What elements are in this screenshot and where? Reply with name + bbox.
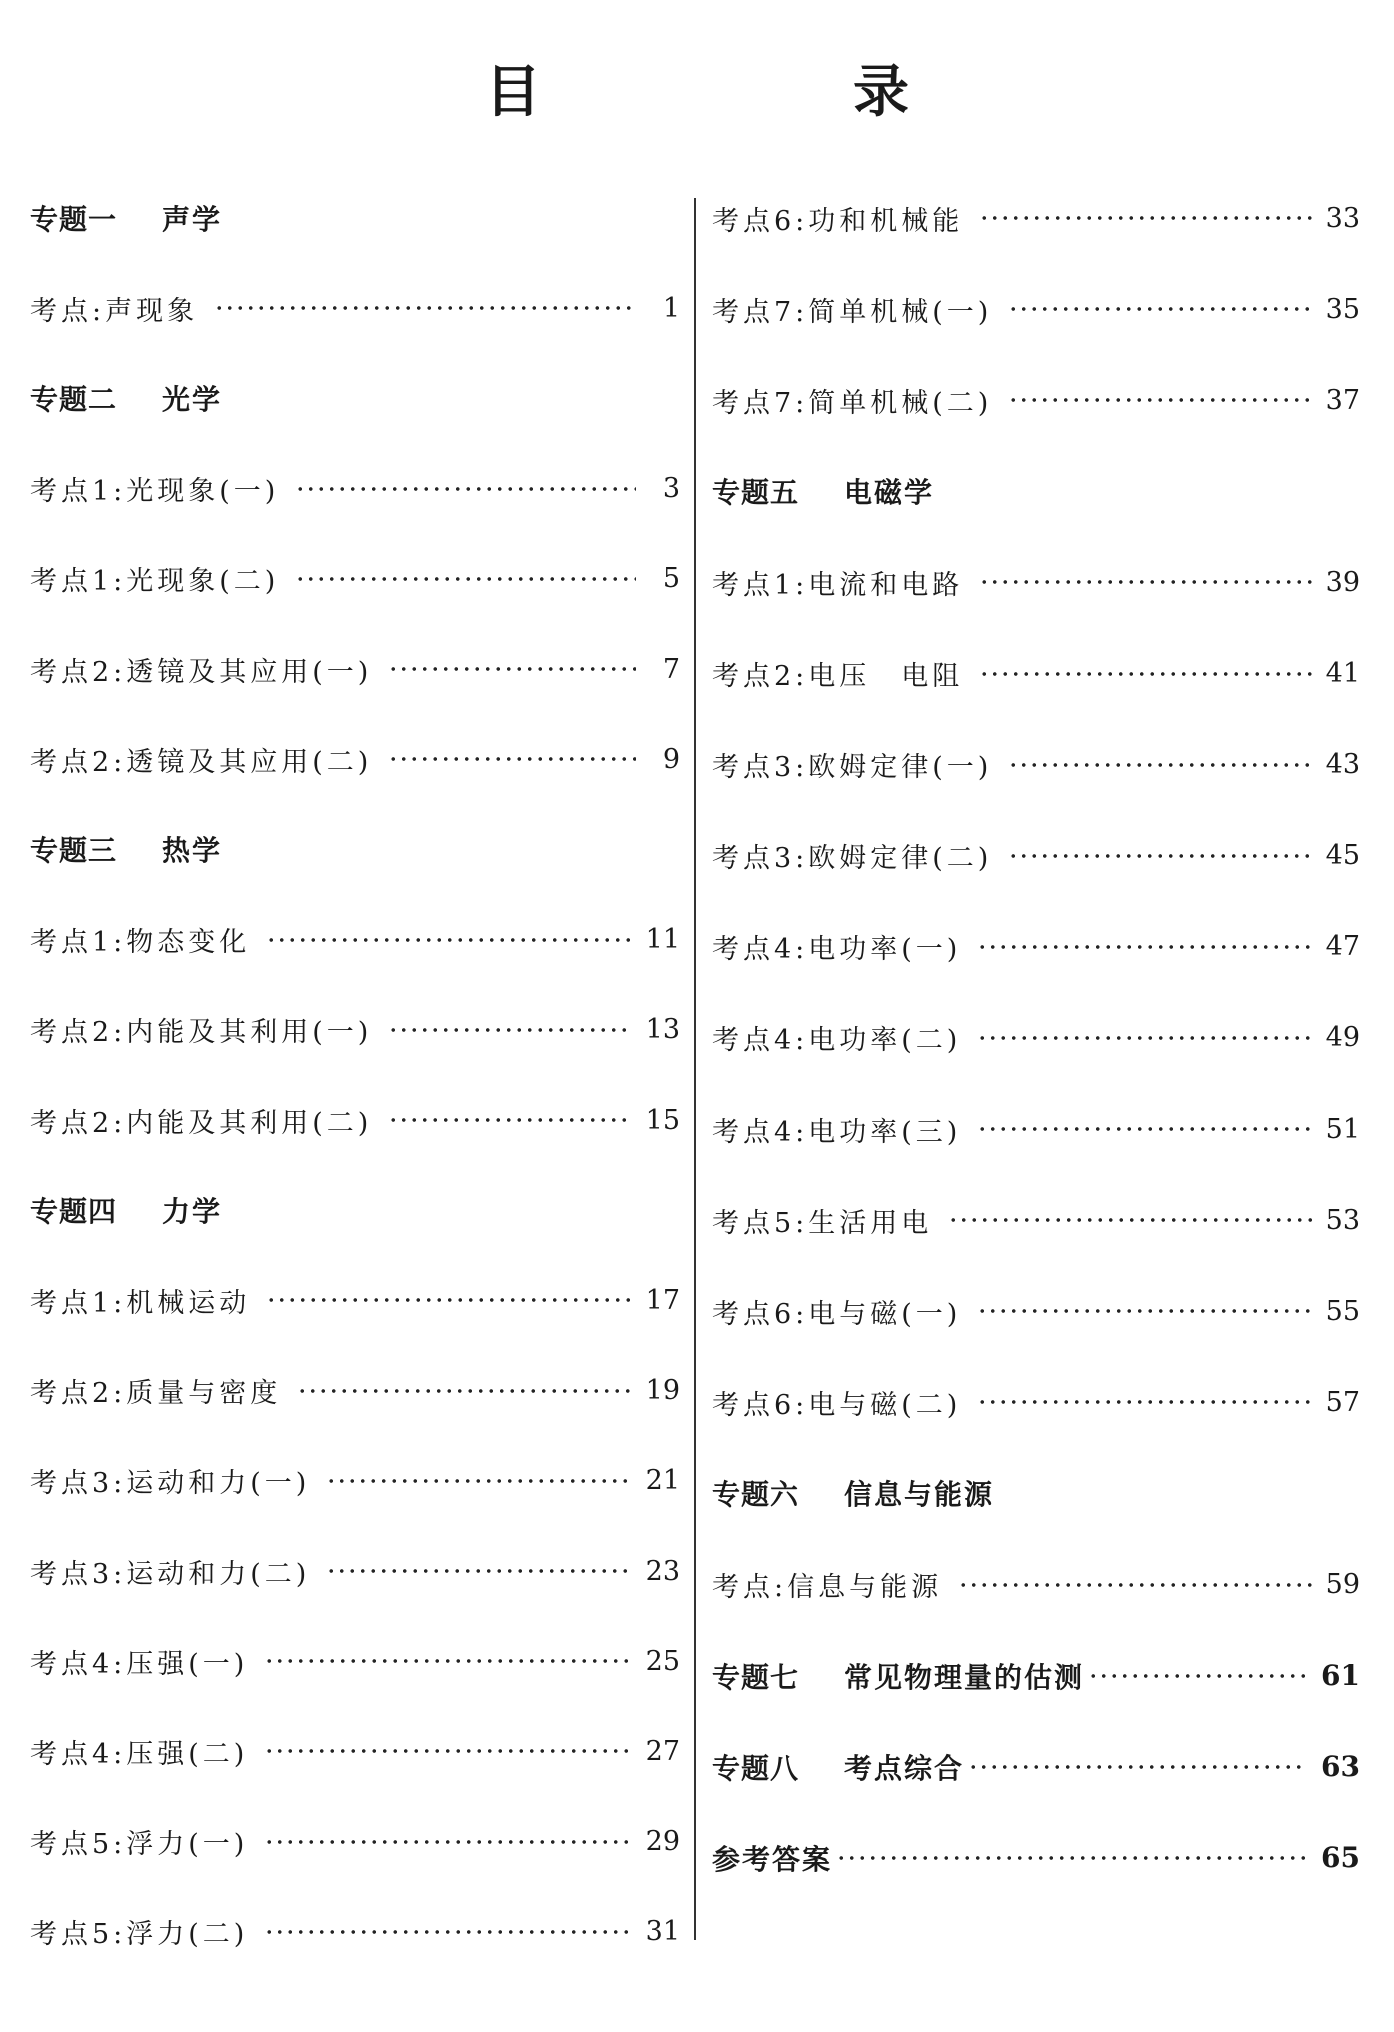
- toc-section-heading[interactable]: [30, 827, 680, 871]
- entry-label: 考点5:浮力(二): [30, 1919, 249, 1951]
- dot-leader: [977, 1308, 1311, 1314]
- page-number: 51: [1325, 1113, 1360, 1145]
- dot-leader: [1088, 1673, 1307, 1679]
- dot-leader: [388, 666, 636, 672]
- page-number: 15: [645, 1104, 680, 1136]
- page-number: 27: [645, 1735, 680, 1767]
- dot-leader: [264, 1839, 631, 1845]
- section-number: 专题三: [30, 834, 118, 868]
- entry-label: 考点6:功和机械能: [712, 205, 964, 237]
- toc-entry[interactable]: [30, 467, 680, 511]
- page-number: 55: [1325, 1295, 1360, 1327]
- entry-label: 考点2:内能及其利用(一): [30, 1017, 373, 1049]
- toc-entry[interactable]: [712, 196, 1360, 240]
- page-number: 23: [645, 1555, 680, 1587]
- section-title: 电磁学: [844, 476, 935, 510]
- entry-label: 考点3:运动和力(一): [30, 1468, 311, 1500]
- toc-entry[interactable]: [712, 560, 1360, 604]
- toc-section-heading[interactable]: [712, 1745, 1360, 1789]
- toc-entry[interactable]: [30, 286, 680, 330]
- section-title: 力学: [162, 1195, 223, 1229]
- section-number: 专题四: [30, 1195, 118, 1229]
- dot-leader: [977, 1399, 1311, 1405]
- section-title: 声学: [162, 203, 223, 236]
- toc-entry[interactable]: [30, 1729, 680, 1773]
- entry-label: 考点:声现象: [30, 295, 199, 327]
- toc-section-heading[interactable]: [712, 1836, 1360, 1880]
- dot-leader: [979, 579, 1311, 585]
- page-number: 13: [645, 1014, 680, 1046]
- toc-entry[interactable]: [30, 1459, 680, 1503]
- entry-label: 考点4:电功率(三): [712, 1116, 962, 1148]
- dot-leader: [1008, 762, 1311, 768]
- dot-leader: [968, 1764, 1307, 1770]
- entry-label: 考点1:电流和电路: [712, 569, 964, 601]
- page-number: 65: [1321, 1841, 1360, 1875]
- toc-section-heading[interactable]: [30, 196, 680, 240]
- entry-label: 考点2:内能及其利用(二): [30, 1107, 373, 1139]
- section-number: 专题一: [30, 203, 118, 236]
- page-number: 57: [1325, 1386, 1360, 1418]
- entry-label: 考点7:简单机械(一): [712, 296, 993, 328]
- dot-leader: [326, 1478, 631, 1484]
- entry-label: 考点:信息与能源: [712, 1572, 943, 1603]
- toc-entry[interactable]: [30, 647, 680, 691]
- toc-entry[interactable]: [712, 743, 1360, 787]
- page-number: 37: [1325, 384, 1360, 416]
- dot-leader: [264, 1658, 631, 1664]
- page-number: 7: [662, 653, 680, 685]
- dot-leader: [295, 486, 636, 492]
- toc-entry[interactable]: [712, 1289, 1360, 1333]
- toc-section-heading[interactable]: [712, 469, 1360, 513]
- page-number: 29: [645, 1826, 680, 1858]
- dot-leader: [979, 671, 1311, 677]
- column-divider: [694, 198, 696, 1940]
- section-title: 考点综合: [844, 1751, 965, 1785]
- toc-entry[interactable]: [712, 652, 1360, 696]
- toc-entry[interactable]: [30, 557, 680, 601]
- dot-leader: [266, 1297, 631, 1303]
- section-number: 专题八: [712, 1751, 800, 1785]
- dot-leader: [326, 1568, 631, 1574]
- toc-entry[interactable]: [712, 287, 1360, 331]
- page-number: 31: [645, 1916, 680, 1948]
- page-number: 33: [1325, 202, 1360, 234]
- section-title: 常见物理量的估测: [844, 1660, 1085, 1694]
- section-number: 专题七: [712, 1660, 800, 1694]
- entry-label: 考点4:压强(一): [30, 1648, 249, 1680]
- section-number: 专题五: [712, 476, 800, 510]
- toc-entry[interactable]: [30, 1278, 680, 1322]
- entry-label: 考点3:欧姆定律(二): [712, 843, 993, 875]
- dot-leader: [388, 756, 636, 762]
- page-number: 53: [1325, 1204, 1360, 1236]
- page-number: 39: [1325, 566, 1360, 598]
- dot-leader: [264, 1929, 631, 1935]
- toc-section-heading[interactable]: [30, 376, 680, 420]
- dot-leader: [266, 937, 631, 943]
- section-title: 参考答案: [712, 1842, 833, 1876]
- entry-label: 考点5:生活用电: [712, 1207, 933, 1239]
- section-number: 专题二: [30, 383, 118, 417]
- dot-leader: [264, 1748, 631, 1754]
- dot-leader: [979, 215, 1311, 221]
- entry-label: 考点4:电功率(一): [712, 934, 962, 966]
- entry-label: 考点5:浮力(一): [30, 1829, 249, 1861]
- entry-label: 考点2:透镜及其应用(一): [30, 656, 373, 688]
- entry-label: 考点2:质量与密度: [30, 1378, 282, 1410]
- toc-section-heading[interactable]: [712, 1471, 1360, 1515]
- section-title: 光学: [162, 383, 223, 417]
- entry-label: 考点1:物态变化: [30, 927, 251, 959]
- page-number: 3: [662, 473, 680, 505]
- dot-leader: [388, 1027, 631, 1033]
- page-number: 19: [645, 1375, 680, 1407]
- page-number: 41: [1325, 658, 1360, 689]
- toc-entry[interactable]: [712, 1563, 1360, 1607]
- toc-entry[interactable]: [30, 918, 680, 962]
- entry-label: 考点7:简单机械(二): [712, 387, 993, 419]
- dot-leader: [1008, 853, 1311, 859]
- section-title: 热学: [162, 834, 223, 868]
- toc-entry[interactable]: [712, 1107, 1360, 1151]
- entry-label: 考点3:欧姆定律(一): [712, 752, 993, 784]
- dot-leader: [977, 1035, 1311, 1041]
- page-number: 47: [1325, 931, 1360, 963]
- dot-leader: [1008, 306, 1311, 312]
- toc-entry[interactable]: [712, 1016, 1360, 1060]
- toc-entry[interactable]: [30, 1098, 680, 1142]
- entry-label: 考点1:光现象(二): [30, 566, 280, 598]
- dot-leader: [214, 305, 636, 311]
- page-number: 11: [645, 924, 680, 956]
- toc-entry[interactable]: [712, 1380, 1360, 1424]
- dot-leader: [295, 576, 636, 582]
- page-number: 25: [645, 1645, 680, 1677]
- page-number: 1: [662, 292, 680, 324]
- dot-leader: [388, 1117, 631, 1123]
- page-number: 43: [1325, 749, 1360, 781]
- dot-leader: [977, 944, 1311, 950]
- page-number: 63: [1321, 1750, 1360, 1784]
- page-number: 17: [645, 1284, 680, 1316]
- toc-entry[interactable]: [712, 925, 1360, 969]
- entry-label: 考点2:电压 电阻: [712, 661, 964, 692]
- entry-label: 考点6:电与磁(二): [712, 1389, 962, 1421]
- toc-entry[interactable]: [30, 737, 680, 781]
- dot-leader: [948, 1217, 1311, 1223]
- toc-section-heading[interactable]: [30, 1188, 680, 1232]
- page-number: 59: [1325, 1569, 1360, 1600]
- toc-entry[interactable]: [30, 1820, 680, 1864]
- page-title: 目 录: [485, 60, 1037, 125]
- toc-entry[interactable]: [30, 1369, 680, 1413]
- section-number: 专题六: [712, 1478, 800, 1512]
- dot-leader: [1008, 397, 1311, 403]
- page-number: 5: [662, 563, 680, 595]
- page-number: 9: [662, 743, 680, 775]
- dot-leader: [836, 1855, 1307, 1861]
- page-number: 21: [645, 1465, 680, 1497]
- toc-entry[interactable]: [712, 378, 1360, 422]
- toc-entry[interactable]: [30, 1008, 680, 1052]
- entry-label: 考点3:运动和力(二): [30, 1558, 311, 1590]
- entry-label: 考点2:透镜及其应用(二): [30, 746, 373, 778]
- entry-label: 考点4:电功率(二): [712, 1025, 962, 1057]
- toc-entry[interactable]: [712, 1198, 1360, 1242]
- entry-label: 考点1:光现象(一): [30, 476, 280, 508]
- toc-entry[interactable]: [30, 1910, 680, 1954]
- dot-leader: [958, 1582, 1312, 1588]
- page-number: 35: [1325, 293, 1360, 325]
- toc-section-heading[interactable]: [712, 1654, 1360, 1698]
- entry-label: 考点1:机械运动: [30, 1287, 251, 1319]
- page-number: 61: [1321, 1659, 1360, 1693]
- entry-label: 考点6:电与磁(一): [712, 1298, 962, 1330]
- dot-leader: [297, 1388, 631, 1394]
- toc-entry[interactable]: [712, 834, 1360, 878]
- entry-label: 考点4:压强(二): [30, 1738, 249, 1770]
- page-number: 45: [1325, 840, 1360, 872]
- toc-entry[interactable]: [30, 1549, 680, 1593]
- page-number: 49: [1325, 1022, 1360, 1054]
- section-title: 信息与能源: [844, 1478, 995, 1512]
- toc-entry[interactable]: [30, 1639, 680, 1683]
- dot-leader: [977, 1126, 1311, 1132]
